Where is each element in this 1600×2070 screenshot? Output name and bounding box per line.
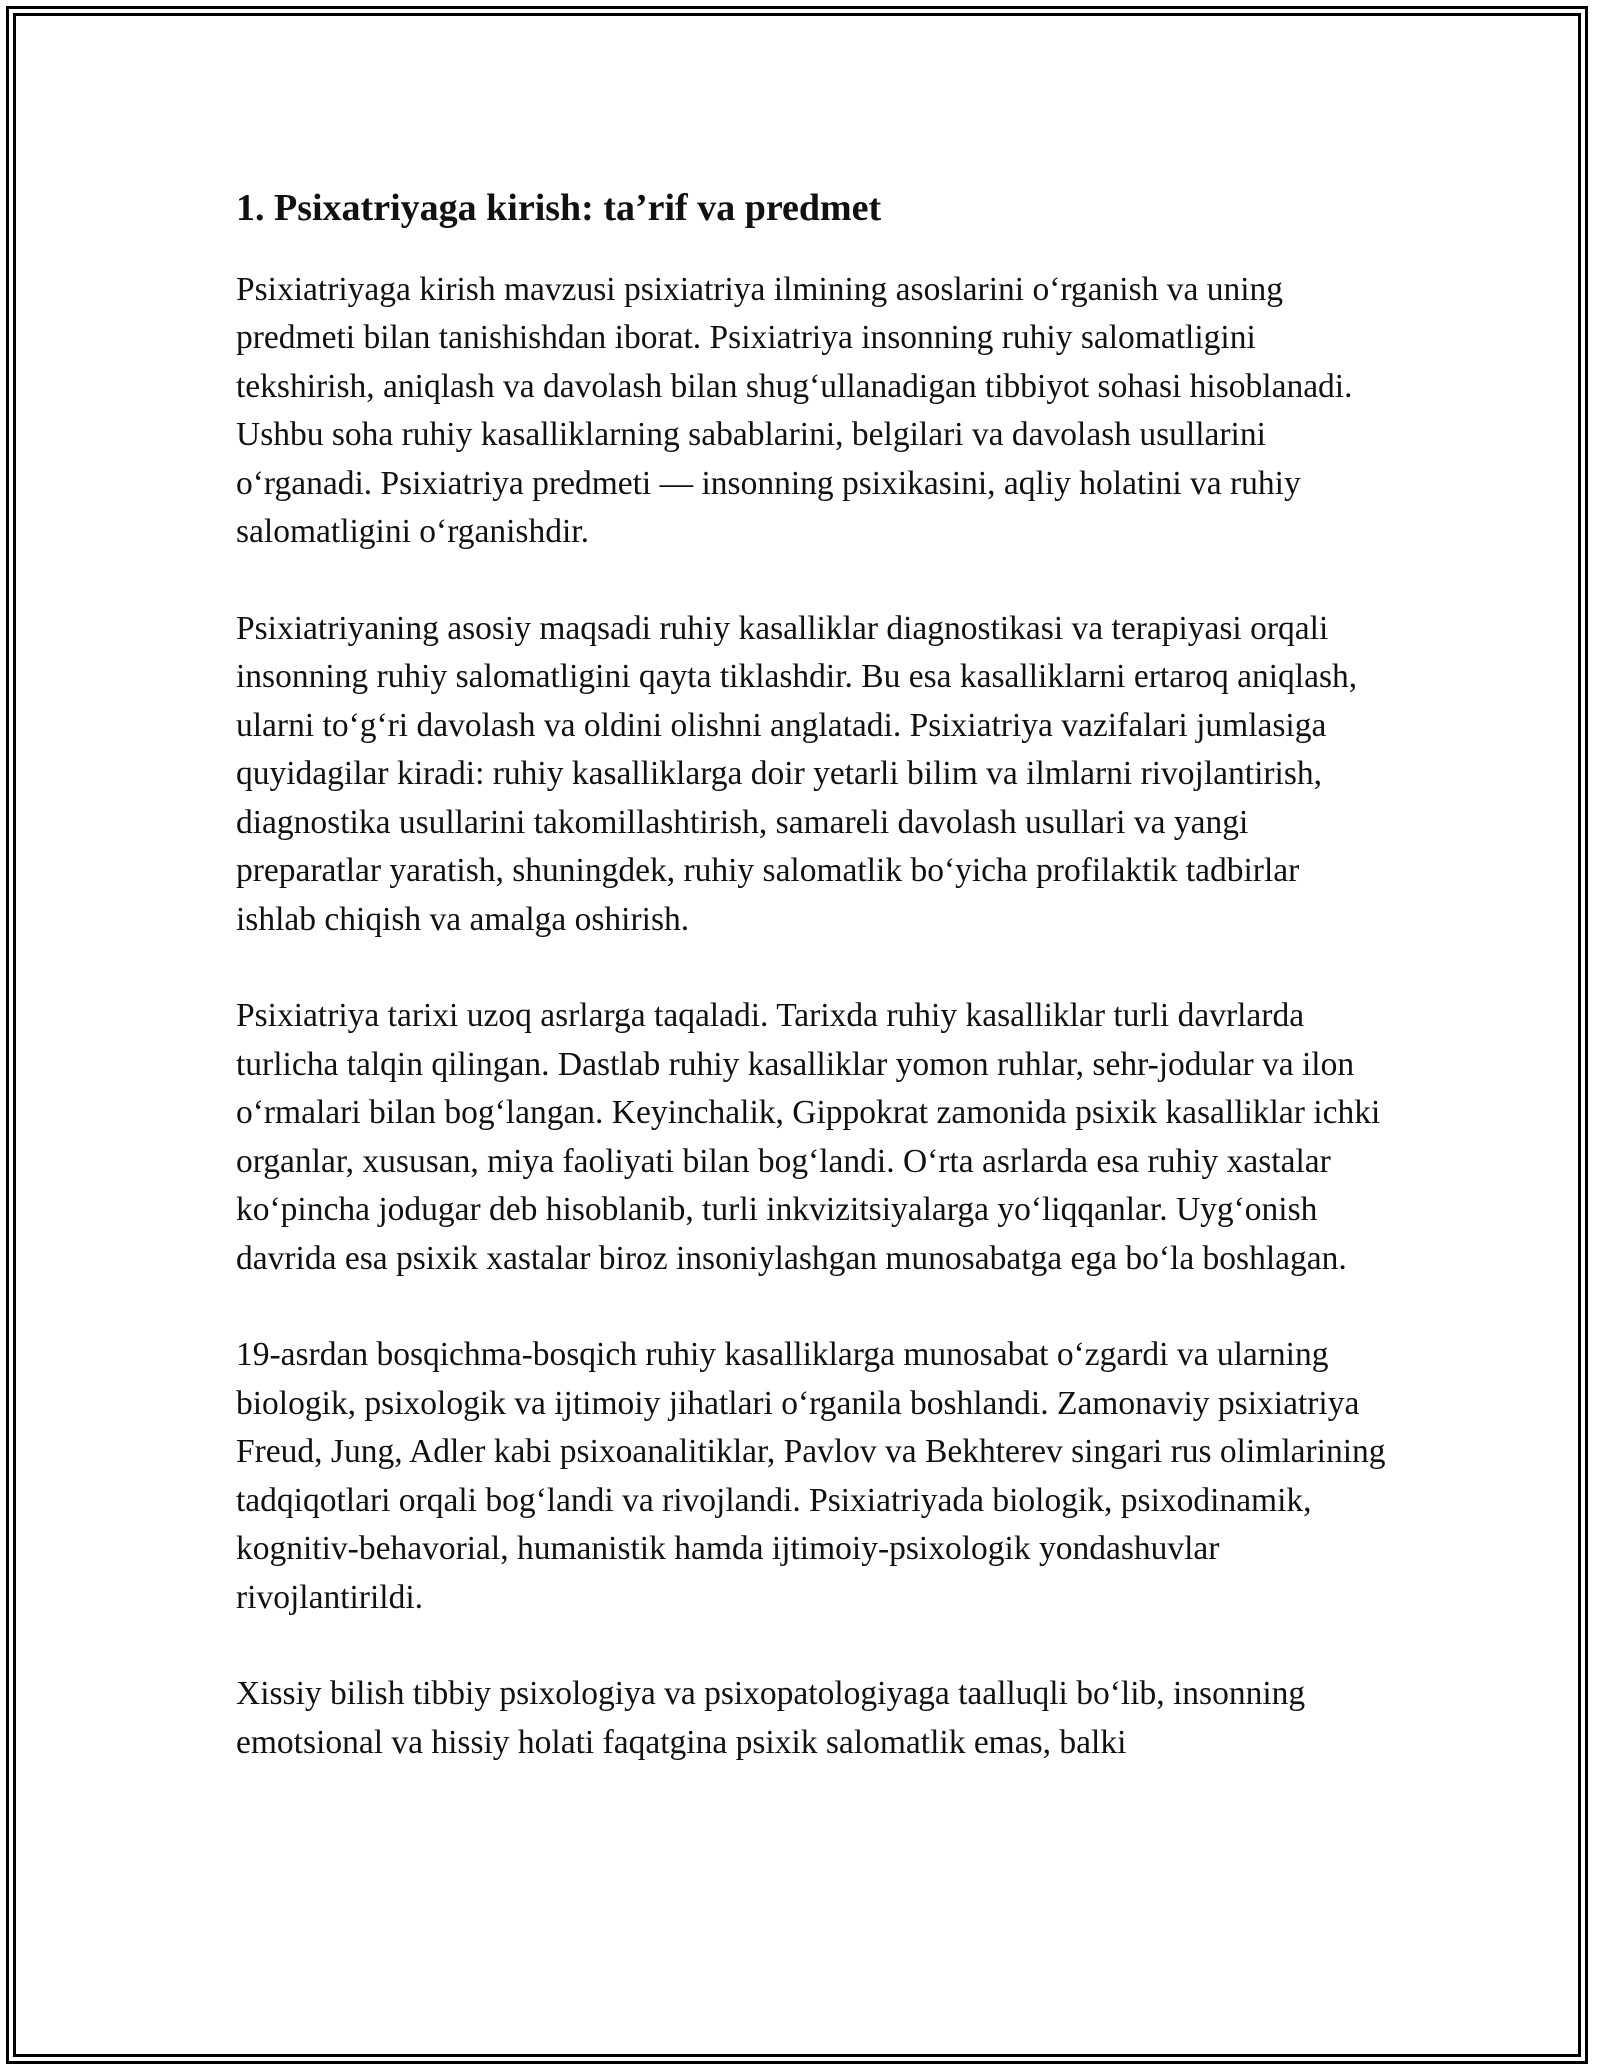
paragraph-goals: Psixiatriyaning asosiy maqsadi ruhiy kasalliklar diagnostikasi va terapiyasi orqali insonning ruhiy salomatligini qayta tiklashdir. Bu esa kasalliklarni ertaroq aniqlash, ularni to‘g‘ri davolash va oldini olishni anglatadi. Psixiatriya vazifalari jumlasiga quyidagilar kiradi: ruhiy kasalliklarga doir yetarli bilim va ilmlarni rivojlantirish, diagnostika usullarini takomillashtirish, samareli davolash usullari va yangi preparatlar yaratish, shuningdek, ruhiy salomatlik bo‘yicha profilaktik tadbirlar ishlab chiqish va amalga oshirish. [236,609,1358,938]
paragraph-history: Psixiatriya tarixi uzoq asrlarga taqaladi. Tarixda ruhiy kasalliklar turli davrlarda turlicha talqin qilingan. Dastlab ruhiy kasalliklar yomon ruhlar, sehr-jodular va ilon o‘rmalari bilan bog‘langan. Keyinchalik, Gippokrat zamonida psixik kasalliklar ichki organlar, xususan, miya faoliyati bilan bog‘landi. O‘rta asrlarda esa ruhiy xastalar ko‘pincha jodugar deb hisoblanib, turli inkvizitsiyalarga yo‘liqqanlar. Uyg‘onish davrida esa psixik xastalar biroz insoniylashgan munosabatga ega bo‘la boshlagan. [236,997,1381,1277]
document-body [236,186,1386,1815]
paragraph-emotional: Xissiy bilish tibbiy psixologiya va psixopatologiyaga taalluqli bo‘lib, insonning emotsional va hissiy holati faqatgina psixik salomatlik emas, balki [236,1675,1306,1761]
section-heading: 1. Psixatriyaga kirish: ta’rif va predmet [236,187,882,229]
paragraph-modern: 19-asrdan bosqichma-bosqich ruhiy kasalliklarga munosabat o‘zgardi va ularning biologik, psixologik va ijtimoiy jihatlari o‘rganila boshlandi. Zamonaviy psixiatriya Freud, Jung, Adler kabi psixoanalitiklar, Pavlov va Bekhterev singari rus olimlarining tadqiqotlari orqali bog‘landi va rivojlandi. Psixiatriyada biologik, psixodinamik, kognitiv-behavorial, humanistik hamda ijtimoiy-psixologik yondashuvlar rivojlantirildi. [236,1336,1386,1616]
paragraph-intro: Psixiatriyaga kirish mavzusi psixiatriya ilmining asoslarini o‘rganish va uning predmeti bilan tanishishdan iborat. Psixiatriya insonning ruhiy salomatligini tekshirish, aniqlash va davolash bilan shug‘ullanadigan tibbiyot sohasi hisoblanadi. Ushbu soha ruhiy kasalliklarning sabablarini, belgilari va davolash usullarini o‘rganadi. Psixiatriya predmeti — insonning psixikasini, aqliy holatini va ruhiy salomatligini o‘rganishdir. [236,270,1353,551]
